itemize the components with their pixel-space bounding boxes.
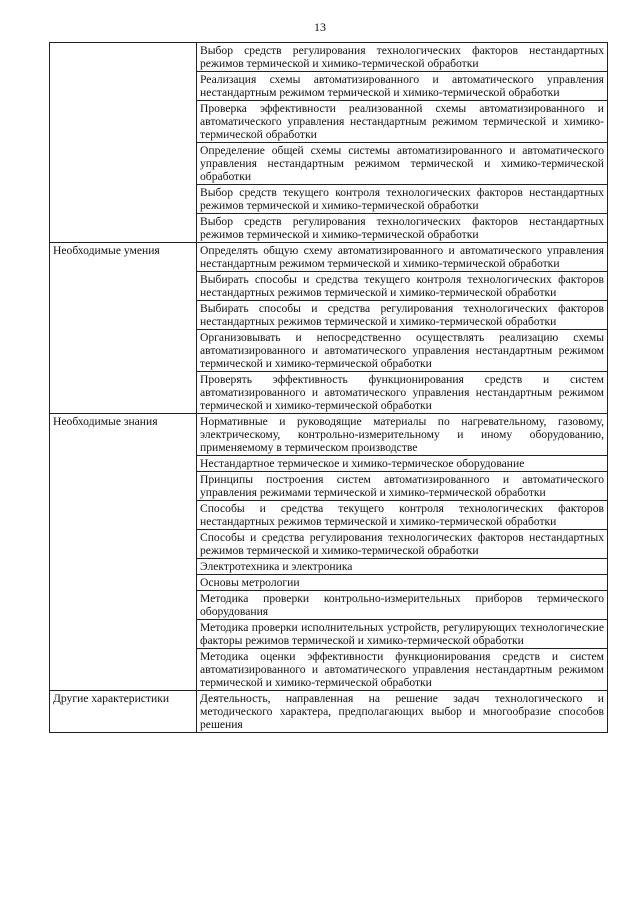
section-label: Необходимые умения [50,243,197,414]
requirements-table [49,42,608,733]
requirement-item: Организовывать и непосредственно осуществлять реализацию схемы автоматизированного и автоматического управления нестандартным режимом термической и химико-термической обработки [197,330,608,372]
requirement-item: Принципы построения систем автоматизированного и автоматического управления режимами термической и химико-термической обработки [197,472,608,501]
requirement-item: Выбор средств текущего контроля технологических факторов нестандартных режимов термической и химико-термической обработки [197,185,608,214]
requirement-item: Деятельность, направленная на решение задач технологического и методического характера, предполагающих выбор и многообразие способов решения [197,691,608,733]
section-label: Другие характеристики [50,691,197,733]
requirement-item: Методика проверки исполнительных устройств, регулирующих технологические факторы режимов термической и химико-термической обработки [197,620,608,649]
requirement-item: Выбирать способы и средства регулирования технологических факторов нестандартных режимов термической и химико-термической обработки [197,301,608,330]
requirement-item: Методика оценки эффективности функционирования средств и систем автоматизированного и автоматического управления нестандартным режимом термической и химико-термической обработки [197,649,608,691]
requirement-item: Способы и средства текущего контроля технологических факторов нестандартных режимов термической и химико-термической обработки [197,501,608,530]
requirement-item: Методика проверки контрольно-измерительных приборов термического оборудования [197,591,608,620]
requirement-item: Определение общей схемы системы автоматизированного и автоматического управления нестандартным режимом термической и химико-термической обработки [197,143,608,185]
section-label [50,43,197,243]
requirement-item: Выбор средств регулирования технологических факторов нестандартных режимов термической и химико-термической обработки [197,43,608,72]
requirement-item: Нормативные и руководящие материалы по нагревательному, газовому, электрическому, контрольно-измерительному и иному оборудованию, применяемому в термическом производстве [197,414,608,456]
requirement-item: Выбор средств регулирования технологических факторов нестандартных режимов термической и химико-термической обработки [197,214,608,243]
table-row [50,243,608,272]
requirement-item: Проверка эффективности реализованной схемы автоматизированного и автоматического управления нестандартным режимом термической и химико-термической обработки [197,101,608,143]
requirement-item: Нестандартное термическое и химико-термическое оборудование [197,456,608,472]
requirement-item: Выбирать способы и средства текущего контроля технологических факторов нестандартных режимов термической и химико-термической обработки [197,272,608,301]
requirement-item: Способы и средства регулирования технологических факторов нестандартных режимов термической и химико-термической обработки [197,530,608,559]
table-row [50,691,608,733]
requirement-item: Основы метрологии [197,575,608,591]
page-number: 13 [314,20,326,34]
requirement-item: Определять общую схему автоматизированного и автоматического управления нестандартным режимом термической и химико-термической обработки [197,243,608,272]
section-label: Необходимые знания [50,414,197,691]
requirement-item: Электротехника и электроника [197,559,608,575]
table-row [50,43,608,72]
table-row [50,414,608,456]
requirement-item: Реализация схемы автоматизированного и автоматического управления нестандартным режимом термической и химико-термической обработки [197,72,608,101]
requirement-item: Проверять эффективность функционирования средств и систем автоматизированного и автоматического управления нестандартным режимом термической и химико-термической обработки [197,372,608,414]
